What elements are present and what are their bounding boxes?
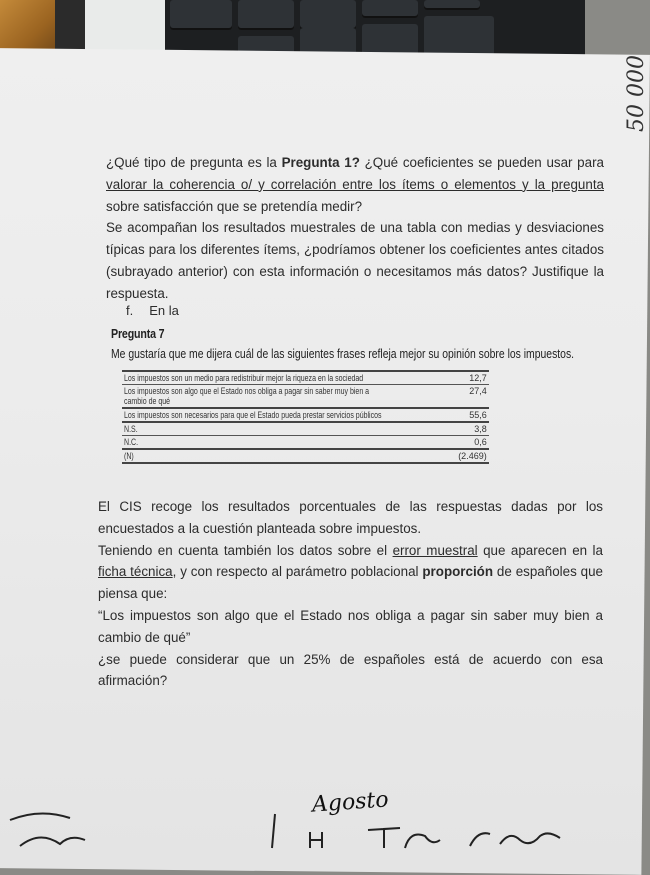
survey-results-table (122, 370, 489, 464)
table-row (122, 436, 489, 450)
table-cell-value: 0,6 (474, 437, 487, 447)
body-text-part: Teniendo en cuenta también los datos sobre el (98, 542, 393, 558)
item-f-number: f. (126, 303, 134, 318)
table-row (122, 408, 489, 422)
bold-proporcion: proporción (422, 564, 494, 580)
keyboard-key (170, 0, 232, 30)
table-cell-label: Los impuestos son un medio para redistribuir mejor la riqueza en la sociedad (124, 373, 364, 383)
table-cell-label: N.C. (124, 437, 139, 447)
underlined-phrase: valorar la coherencia o/ y correlación entre los ítems o elementos y la pregunta (106, 176, 604, 192)
question-paragraph-2: Se acompañan los resultados muestrales de una tabla con medias y desviaciones típicas para los diferentes ítems, ¿podríamos obtener los coeficientes antes citados (subrayado anterior) con esta información o necesitamos más datos? Justifique la respuesta. (106, 220, 604, 301)
final-question: ¿se puede considerar que un 25% de españoles está de acuerdo con esa afirmación? (98, 651, 603, 689)
table-cell-value: 27,4 (469, 386, 487, 396)
handwritten-corner-number: 50 000 (624, 55, 649, 132)
underlined-error-muestral: error muestral (392, 542, 478, 558)
intro-text-part: ¿Qué coeficientes se pueden usar para (359, 155, 604, 170)
table-row (122, 385, 489, 409)
underlined-ficha-tecnica: ficha técnica (98, 564, 173, 580)
keyboard-key (238, 0, 294, 30)
intro-text (106, 152, 604, 305)
table-cell-value: 12,7 (469, 373, 487, 383)
body-paragraph-1: El CIS recoge los resultados porcentuales de las respuestas dadas por los encuestados a la cuestión planteada sobre impuestos. (98, 499, 603, 536)
body-text-part: , y con respecto al parámetro poblacional (172, 564, 423, 580)
body-paragraph-2 (98, 540, 603, 605)
table-cell-value: (2.469) (458, 451, 487, 461)
body-text (98, 496, 603, 692)
intro-text-part: ¿Qué tipo de pregunta es la (106, 155, 282, 170)
question-paragraph-1 (106, 152, 604, 217)
table-cell-label: N.S. (124, 424, 138, 434)
item-f (126, 303, 179, 318)
pregunta-7-title: Pregunta 7 (111, 326, 165, 341)
pregunta-7-question: Me gustaría que me dijera cuál de las siguientes frases refleja mejor su opinión sobre los impuestos. (111, 346, 575, 361)
table-cell-value: 3,8 (474, 424, 487, 434)
table-cell-label: (N) (124, 451, 134, 461)
handwritten-month: Agosto (311, 787, 390, 818)
keyboard-key (424, 0, 480, 10)
keyboard-key (300, 0, 356, 30)
body-text-part: que aparecen en la (477, 542, 603, 558)
table-cell-label: Los impuestos son algo que el Estado nos obliga a pagar sin saber muy bien a cambio de qué (124, 386, 370, 406)
quote-paragraph: “Los impuestos son algo que el Estado nos obliga a pagar sin saber muy bien a cambio de qué” (98, 607, 603, 645)
body-text-part: de españoles que piensa que: (98, 564, 603, 602)
intro-text-part: sobre satisfacción que se pretendía medir? (106, 198, 363, 214)
table-row (122, 422, 489, 436)
table-cell-value: 55,6 (469, 410, 487, 420)
keyboard (165, 0, 585, 58)
table-cell-label: Los impuestos son necesarios para que el Estado pueda prestar servicios públicos (124, 410, 382, 420)
keyboard-key (362, 0, 418, 18)
item-f-text: En la (149, 303, 179, 318)
handwriting-scribbles (0, 800, 636, 848)
table-row (122, 449, 489, 463)
pregunta-1-ref: Pregunta 1? (281, 155, 360, 170)
table-row (122, 371, 489, 385)
